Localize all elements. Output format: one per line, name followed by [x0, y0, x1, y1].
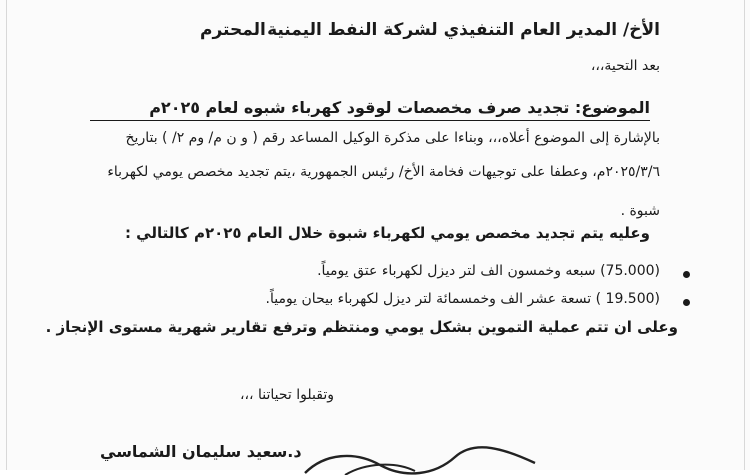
body-line-2: ٢٠٢٥/٣/٦م، وعطفا على توجيهات فخامة الأخ/ رئيس الجمهورية ،يتم تجديد مخصص يومي لكهرباء: [107, 164, 660, 180]
left-edge: [6, 0, 7, 470]
decision-line: وعليه يتم تجديد مخصص يومي لكهرباء شبوة خلال العام ٢٠٢٥م كالتالي :: [124, 224, 650, 242]
closing-line: وتقبلوا تحياتنا ،،،: [240, 387, 334, 403]
body-line-3: شبوة .: [620, 203, 660, 219]
subject-underline: [90, 120, 650, 121]
right-edge: [744, 0, 745, 470]
respected-word: المحترم: [200, 20, 266, 40]
allocation-item: (75.000) سبعه وخمسون الف لتر ديزل لكهرباء عتق يومياً.: [317, 263, 660, 279]
subject-line: الموضوع: تجديد صرف مخصصات لوقود كهرباء شبوه لعام ٢٠٢٥م: [149, 98, 650, 117]
recipient-line: الأخ/ المدير العام التنفيذي لشركة النفط اليمنية: [267, 20, 660, 40]
bullet-icon: [683, 299, 690, 306]
signer-name: د.سعيد سليمان الشماسي: [100, 442, 302, 461]
handwritten-signature: [285, 445, 545, 475]
bullet-icon: [683, 271, 690, 278]
allocation-item: (19.500 ) تسعة عشر الف وخمسمائة لتر ديزل لكهرباء بيحان يومياً.: [265, 291, 660, 307]
greeting-line: بعد التحية،،،: [590, 58, 660, 74]
body-line-1: بالإشارة إلى الموضوع أعلاه،،، وبناءا على مذكرة الوكيل المساعد رقم ( و ن م/ وم ٢/ ) بتاريخ: [125, 130, 660, 146]
conclusion-line: وعلى ان تتم عملية التموين بشكل يومي ومنتظم وترفع تقارير شهرية مستوى الإنجاز .: [45, 318, 678, 336]
